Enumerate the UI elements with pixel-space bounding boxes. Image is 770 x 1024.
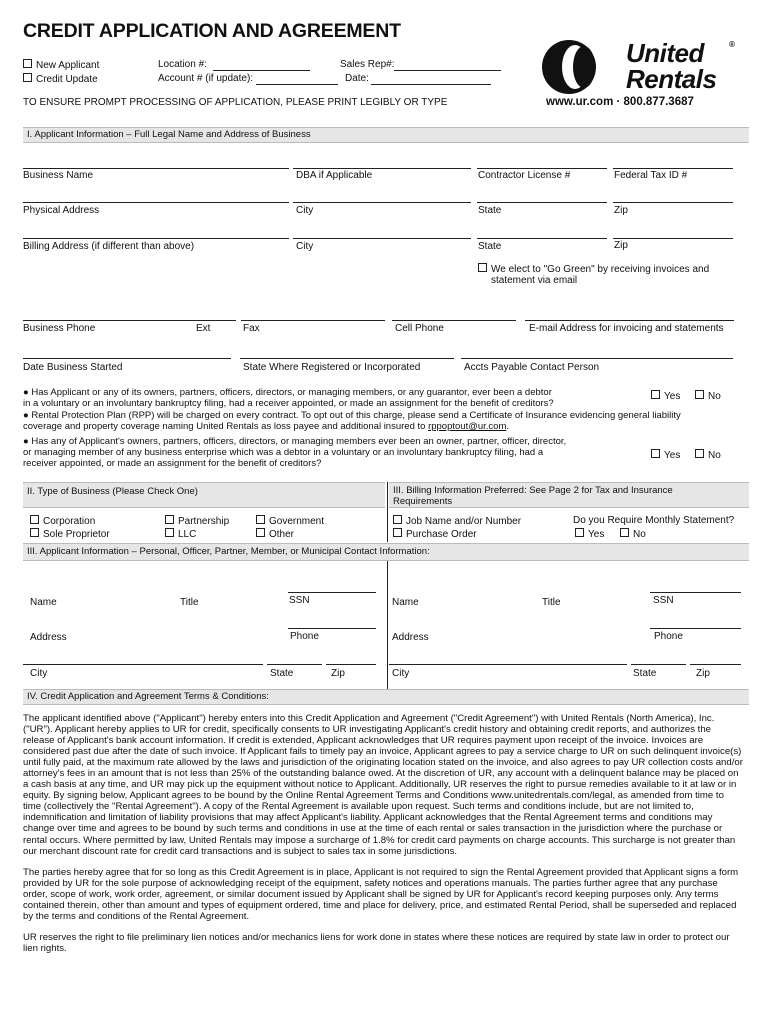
contact-2-city-label: City	[392, 668, 410, 679]
contact-1-zip-label: Zip	[331, 668, 345, 679]
accts-payable-label: Accts Payable Contact Person	[464, 362, 600, 373]
logo-registered: ®	[729, 40, 735, 49]
fax-field[interactable]	[241, 320, 385, 321]
page-title: CREDIT APPLICATION AND AGREEMENT	[23, 20, 401, 42]
terms-body	[23, 713, 744, 954]
united-rentals-logo	[538, 36, 748, 114]
state-1-label: State	[478, 205, 502, 216]
contact-2-phone-field[interactable]	[650, 628, 741, 629]
zip-1-field[interactable]	[613, 202, 733, 203]
email-field[interactable]	[525, 320, 734, 321]
q2-yes-label: Yes	[664, 450, 681, 461]
logo-united: United	[626, 38, 704, 68]
contact-2-ssn-field[interactable]	[650, 592, 741, 593]
physical-address-field[interactable]	[23, 202, 289, 203]
billing-header	[389, 482, 749, 508]
cell-phone-field[interactable]	[392, 320, 516, 321]
bankruptcy-question-2: ● Has any of Applicant's owners, partners, officers, directors, or managing members ever been an owner, partner, officer, director,	[23, 436, 567, 447]
monthly-yes-checkbox[interactable]	[575, 528, 604, 541]
contact-2-state-label: State	[633, 668, 657, 679]
contact-2-zip-field[interactable]	[690, 664, 741, 665]
llc-label: LLC	[178, 529, 197, 540]
contact-2-state-field[interactable]	[631, 664, 686, 665]
city-1-field[interactable]	[293, 202, 471, 203]
terms-paragraph-3: UR reserves the right to file preliminary lien notices and/or mechanics liens for work done in states where these notices are required by state law in order to protect our lien rights.	[23, 931, 730, 954]
new-applicant-label: New Applicant	[36, 60, 100, 71]
location-field[interactable]	[213, 70, 310, 71]
account-update-label: Account # (if update):	[158, 73, 254, 84]
contact-2-zip-label: Zip	[696, 668, 710, 679]
email-label: E-mail Address for invoicing and statements	[529, 323, 724, 334]
dba-field[interactable]	[293, 168, 471, 169]
contact-1-zip-field[interactable]	[326, 664, 376, 665]
column-divider	[387, 482, 388, 542]
contact-1-ssn-label: SSN	[289, 595, 310, 606]
date-started-label: Date Business Started	[23, 362, 123, 373]
billing-address-label: Billing Address (if different than above)	[23, 241, 195, 252]
location-label: Location #:	[158, 59, 207, 70]
contact-1-phone-label: Phone	[290, 631, 319, 642]
city-2-field[interactable]	[293, 238, 471, 239]
sole-proprietor-label: Sole Proprietor	[43, 529, 110, 540]
logo-rentals: Rentals	[626, 64, 717, 94]
business-name-field[interactable]	[23, 168, 289, 169]
print-instruction: TO ENSURE PROMPT PROCESSING OF APPLICATION, PLEASE PRINT LEGIBLY OR TYPE	[23, 97, 448, 108]
q2-no-label: No	[708, 450, 721, 461]
terms-paragraph-2: The parties hereby agree that for so long as this Credit Agreement is in place, Applicant is not required to sign the Rental Agreement provided that Applicant signs a form provided by UR for the sole purpose of acknowledging receipt of the equipment, safety notices and operations manuals. The parties further agree that any purchase order, scope of work, work order, agreement, or similar document issued by Applicant shall be signed by UR for Applicant's record keeping purposes only. Any terms contained therein, other than amount and types of equipment ordered, time and place for delivery, price, and estimated Rental Period, shall be superseded and replaced by the terms and conditions of the Rental Agreement.	[23, 866, 739, 922]
contact-2-phone-label: Phone	[654, 631, 683, 642]
logo-mark-icon	[540, 38, 624, 96]
federal-tax-field[interactable]	[613, 168, 733, 169]
government-checkbox[interactable]	[256, 515, 324, 528]
contact-1-state-label: State	[270, 668, 294, 679]
section-3-header	[23, 543, 749, 561]
contact-1-ssn-field[interactable]	[288, 592, 376, 593]
contacts-divider	[387, 561, 388, 689]
rpp-notice-1: ● Rental Protection Plan (RPP) will be charged on every contract. To opt out of this charge, please send a Certificate of Insurance evidencing general liability	[23, 410, 681, 421]
rpp-notice-text: coverage and property coverage naming United Rentals as loss payee and additional insured to	[23, 421, 426, 432]
contact-1-state-field[interactable]	[267, 664, 322, 665]
government-label: Government	[269, 516, 325, 527]
business-name-label: Business Name	[23, 170, 94, 181]
physical-address-label: Physical Address	[23, 205, 100, 216]
bankruptcy-question-2b: or managing member of any business enterprise which was a debtor in a voluntary or an involuntary bankruptcy filing, had a	[23, 447, 544, 458]
city-1-label: City	[296, 205, 314, 216]
terms-paragraph-1: The applicant identified above ("Applicant") hereby enters into this Credit Application and Agreement ("Credit Agreement") with United Rentals (North America), Inc. ("UR"). Applicant hereby applies to UR for credit, specifically consents to UR investigating Applicant's credit history and obtaining credit reports, and authorizes the release of Applicant's bank account information. If credit is extended, Applicant acknowledges that UR requires payment upon receipt of the invoice. Invoices are considered past due after the date of such invoice. If Applicant fails to timely pay an invoice, Applicant agrees to pay a service charge to UR on such delinquent invoice(s) until fully paid, at the maximum rate allowed by the laws and jurisdiction of the originating location stated on the invoice, and also agrees to pay UR collection costs and/or attorney's fees in an amount that is not less than 25% of the outstanding balance owed. At the discretion of UR, any account with a delinquent balance may be placed on a cash basis at any time, and UR may pick up the equipment without notice to Applicant. Additionally, UR reserves the right to pursue remedies available to it at law or in equity. By signing below, Applicant agrees to be bound by the Online Rental Agreement Terms and Conditions www.unitedrentals.com/legal, as amended from time to time (collectively the "Rental Agreement"). A copy of the Rental Agreement is available upon request. Such terms and conditions include, but are not limited to, indemnification and limitation of liability provisions that may affect Applicant's liability. Applicant acknowledges that the Rental Agreement terms and conditions may change over time and agrees to be bound by such terms and conditions in use at the time of each rental or sales transaction in the jurisdiction where the purchase or rental occurs. Where permitted by law, United Rentals may impose a surcharge of 1.8% for credit card payments on charge accounts. This surcharge is not greater than our merchant discount rate for credit card transactions and is subject to sales tax in some jurisdictions.	[23, 713, 743, 857]
credit-update-checkbox[interactable]	[23, 73, 98, 86]
zip-2-field[interactable]	[613, 238, 733, 239]
state-2-field[interactable]	[477, 238, 607, 239]
section-4-title: IV. Credit Application and Agreement Terms & Conditions:	[27, 691, 269, 702]
section-1-title: I. Applicant Information – Full Legal Name and Address of Business	[27, 129, 311, 140]
q1-yes-label: Yes	[664, 391, 681, 402]
section-2-title: II. Type of Business (Please Check One)	[27, 486, 198, 497]
contact-1-title-label: Title	[180, 597, 199, 608]
fax-label: Fax	[243, 323, 260, 334]
q1-yes-checkbox[interactable]	[651, 390, 680, 403]
contact-1-city-field[interactable]	[23, 664, 263, 665]
rpp-notice-2	[23, 421, 509, 433]
job-name-checkbox[interactable]	[393, 515, 521, 528]
credit-update-label: Credit Update	[36, 74, 98, 85]
rpp-email-link[interactable]: rppoptout@ur.com	[428, 421, 507, 432]
monthly-statement-label: Do you Require Monthly Statement?	[573, 515, 735, 526]
contractor-license-field[interactable]	[477, 168, 607, 169]
business-phone-field[interactable]	[23, 320, 236, 321]
other-label: Other	[269, 529, 295, 540]
billing-title: III. Billing Information Preferred: See Page 2 for Tax and Insurance	[393, 485, 673, 496]
contact-1-city-label: City	[30, 668, 48, 679]
q1-no-label: No	[708, 391, 721, 402]
llc-checkbox[interactable]	[165, 528, 196, 541]
zip-2-label: Zip	[614, 240, 628, 251]
section-2-header	[23, 482, 385, 508]
state-1-field[interactable]	[477, 202, 607, 203]
date-field[interactable]	[371, 84, 491, 85]
billing-address-field[interactable]	[23, 238, 289, 239]
sales-rep-field[interactable]	[394, 70, 501, 71]
corporation-checkbox[interactable]	[30, 515, 95, 528]
contact-1-phone-field[interactable]	[288, 628, 376, 629]
purchase-order-label: Purchase Order	[406, 529, 477, 540]
bankruptcy-question-2c: receiver appointed, or made an assignment for the benefit of creditors?	[23, 458, 322, 469]
bankruptcy-question-1: ● Has Applicant or any of its owners, partners, officers, directors, or managing members, or any guarantor, ever been a debtor	[23, 387, 552, 398]
federal-tax-label: Federal Tax ID #	[614, 170, 688, 181]
city-2-label: City	[296, 241, 314, 252]
zip-1-label: Zip	[614, 205, 628, 216]
monthly-no-label: No	[633, 529, 646, 540]
q2-no-checkbox[interactable]	[695, 449, 721, 462]
corporation-label: Corporation	[43, 516, 96, 527]
logo-contact: www.ur.com · 800.877.3687	[546, 96, 694, 108]
sales-rep-label: Sales Rep#:	[340, 59, 395, 70]
contact-2-city-field[interactable]	[389, 664, 627, 665]
monthly-no-checkbox[interactable]	[620, 528, 646, 541]
contact-1-address-label: Address	[30, 632, 67, 643]
date-label: Date:	[345, 73, 369, 84]
state-2-label: State	[478, 241, 502, 252]
account-field[interactable]	[256, 84, 338, 85]
contact-2-title-label: Title	[542, 597, 561, 608]
billing-title-2: Requirements	[393, 496, 453, 507]
contractor-license-label: Contractor License #	[478, 170, 571, 181]
contact-2-name-label: Name	[392, 597, 419, 608]
date-started-field[interactable]	[23, 358, 231, 359]
new-applicant-checkbox[interactable]	[23, 59, 99, 72]
contact-2-address-label: Address	[392, 632, 429, 643]
accts-payable-field[interactable]	[461, 358, 733, 359]
contact-1-name-label: Name	[30, 597, 57, 608]
job-name-label: Job Name and/or Number	[406, 516, 522, 527]
section-3-title: III. Applicant Information – Personal, Officer, Partner, Member, or Municipal Contact Information:	[27, 546, 430, 557]
section-1-header	[23, 127, 749, 143]
bankruptcy-question-1b: in a voluntary or an involuntary bankruptcy filing, had a receiver appointed, or made an assignment for the benefit of creditors?	[23, 398, 554, 409]
q2-yes-checkbox[interactable]	[651, 449, 680, 462]
ext-label: Ext	[196, 323, 211, 334]
partnership-label: Partnership	[178, 516, 230, 527]
section-4-header	[23, 689, 749, 705]
dba-label: DBA if Applicable	[296, 170, 373, 181]
business-phone-label: Business Phone	[23, 323, 96, 334]
sole-proprietor-checkbox[interactable]	[30, 528, 110, 541]
monthly-yes-label: Yes	[588, 529, 605, 540]
state-registered-label: State Where Registered or Incorporated	[243, 362, 421, 373]
go-green-label: We elect to "Go Green" by receiving invoices and	[491, 264, 710, 275]
partnership-checkbox[interactable]	[165, 515, 229, 528]
go-green-label-2: statement via email	[491, 275, 578, 286]
cell-phone-label: Cell Phone	[395, 323, 444, 334]
rpp-notice-end: .	[506, 421, 509, 432]
purchase-order-checkbox[interactable]	[393, 528, 477, 541]
other-checkbox[interactable]	[256, 528, 294, 541]
state-registered-field[interactable]	[240, 358, 454, 359]
contact-2-ssn-label: SSN	[653, 595, 674, 606]
q1-no-checkbox[interactable]	[695, 390, 721, 403]
